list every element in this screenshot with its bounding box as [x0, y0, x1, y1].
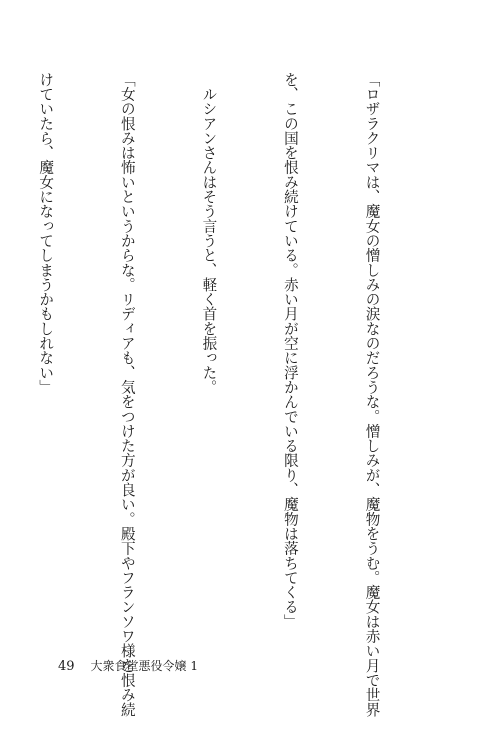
text-line: ルシアンさんはそう言うと、軽く首を振った。: [200, 72, 218, 395]
text-line: を、この国を恨み続けている。赤い月が空に浮かんでいる限り、魔物は落ちてくる」: [281, 72, 299, 629]
page-footer: [58, 657, 198, 673]
page-number: 49: [58, 659, 75, 674]
text-line: けていたら、魔女になってしまうかもしれない」: [37, 72, 55, 395]
text-line: 「ロザラクリマは、魔女の憎しみの涙なのだろうな。憎しみが、魔物をうむ。魔女は赤い月で世界: [363, 72, 381, 717]
text-line: 「女の恨みは怖いというからな。リディアも、気をつけた方が良い。殿下やフランソワ様を恨み続: [118, 72, 136, 717]
book-title: 大衆食堂悪役令嬢 1: [90, 659, 198, 673]
